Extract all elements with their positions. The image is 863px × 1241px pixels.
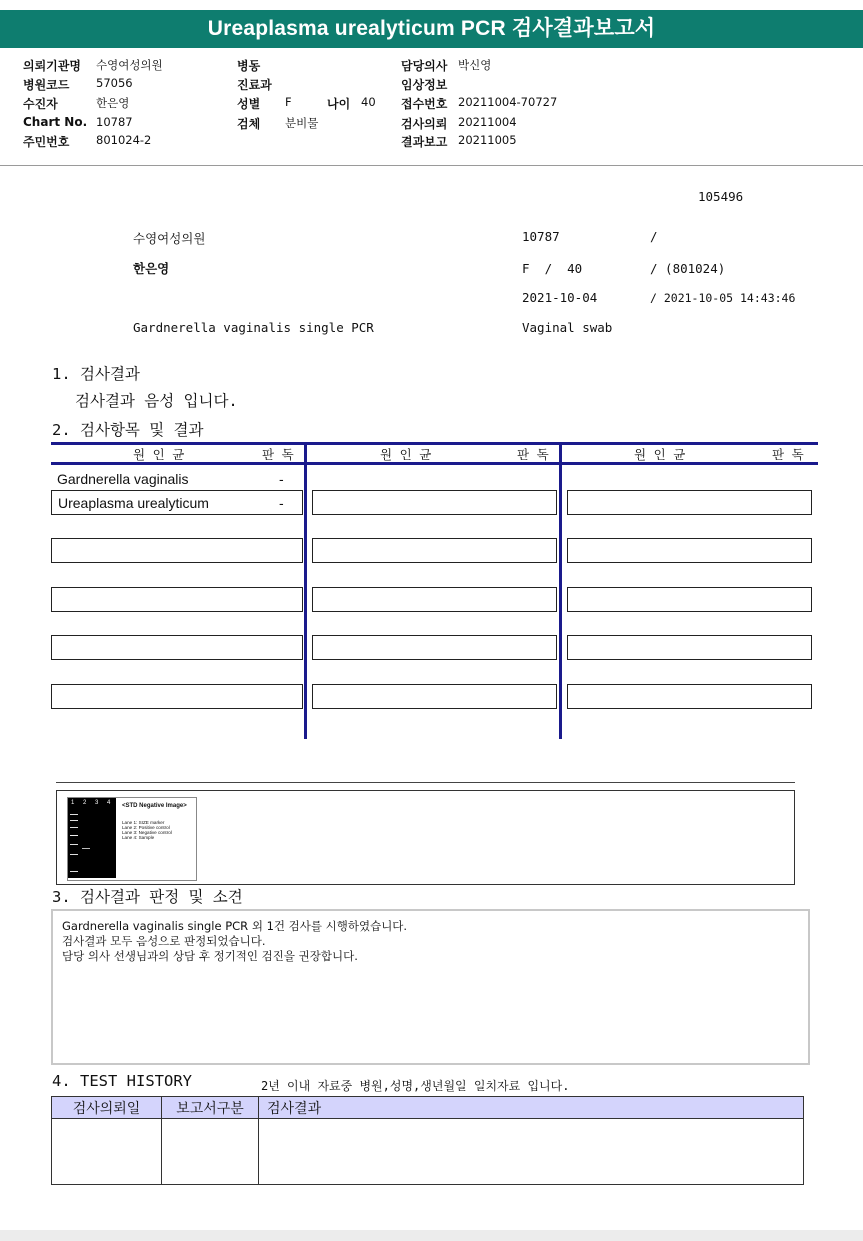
report-datetime: / 2021-10-05 14:43:46	[650, 291, 796, 305]
header-divider	[0, 165, 863, 166]
report-slash: /	[650, 229, 658, 244]
patient-label: 수진자	[23, 97, 58, 111]
col-pathogen-header: 원 인 균	[380, 447, 432, 462]
section4-note: 2년 이내 자료중 병원,성명,생년월일 일치자료 입니다.	[261, 1079, 570, 1093]
gel-caption: <STD Negative Image>	[122, 803, 187, 809]
chart-no-label: Chart No.	[23, 115, 88, 129]
history-table	[51, 1096, 804, 1185]
gel-lanes	[68, 798, 116, 878]
patient-value: 한은영	[96, 96, 130, 110]
clinic-label: 의뢰기관명	[23, 59, 81, 73]
lane-legend: Lane 1: SIZE marker	[122, 820, 165, 825]
findings-line: Gardnerella vaginalis single PCR 외 1건 검사를 시행하였습니다.	[62, 919, 408, 933]
section4-title: 4. TEST HISTORY	[52, 1072, 192, 1090]
section3-title: 3. 검사결과 판정 및 소견	[52, 888, 243, 906]
lane-legend: Lane 4: Sample	[122, 835, 155, 840]
pathogen-result: -	[279, 495, 284, 511]
sex-label: 성별	[237, 97, 261, 111]
result-cell	[312, 587, 557, 612]
positive-band	[82, 848, 90, 849]
history-col-type: 보고서구분	[162, 1097, 259, 1119]
gel-image-panel	[56, 790, 795, 885]
result-cell	[567, 635, 812, 660]
report-number: 105496	[698, 189, 744, 204]
table-divider-2	[559, 442, 562, 739]
page-footer	[0, 1230, 863, 1241]
report-clinic: 수영여성의원	[133, 231, 206, 246]
pathogen-name: Ureaplasma urealyticum	[58, 495, 209, 511]
lane-number: 3	[95, 800, 99, 806]
request-value: 20211004	[458, 115, 517, 129]
table-row	[52, 1119, 804, 1185]
col-result-header: 판 독	[772, 447, 804, 462]
result-cell	[312, 538, 557, 563]
report-birth: / (801024)	[650, 261, 726, 276]
report-patient-name: 한은영	[133, 261, 170, 276]
result-cell	[567, 490, 812, 515]
report-request-date: 2021-10-04	[522, 290, 598, 305]
report-title: Ureaplasma urealyticum PCR 검사결과보고서	[0, 10, 863, 48]
findings-line: 검사결과 모두 음성으로 판정되었습니다.	[62, 934, 266, 948]
pathogen-result: -	[279, 471, 284, 487]
col-pathogen-header: 원 인 균	[133, 447, 185, 462]
specimen-value: 분비물	[285, 116, 319, 130]
age-label: 나이	[327, 97, 351, 111]
pathogen-name: Gardnerella vaginalis	[57, 471, 189, 487]
report-chart-no: 10787	[522, 229, 560, 244]
marker-band	[70, 827, 78, 828]
resident-no-label: 주민번호	[23, 135, 70, 149]
marker-band	[70, 814, 78, 815]
section1-summary: 검사결과 음성 입니다.	[75, 392, 238, 410]
chart-no-value: 10787	[96, 115, 133, 129]
findings-box	[51, 909, 810, 1065]
dept-label: 진료과	[237, 78, 272, 92]
lane-number: 1	[71, 800, 75, 806]
specimen-label: 검체	[237, 117, 261, 131]
marker-band	[70, 835, 78, 836]
doctor-value: 박신영	[458, 58, 492, 72]
request-label: 검사의뢰	[401, 117, 448, 131]
doctor-label: 담당의사	[401, 59, 448, 73]
marker-band	[70, 871, 78, 872]
marker-band	[70, 854, 78, 855]
history-col-date: 검사의뢰일	[52, 1097, 162, 1119]
clinical-info-label: 임상정보	[401, 78, 448, 92]
marker-band	[70, 844, 78, 845]
result-cell	[51, 684, 303, 709]
receipt-no-label: 접수번호	[401, 97, 448, 111]
history-cell	[259, 1119, 804, 1185]
ward-label: 병동	[237, 59, 261, 73]
lane-legend: Lane 3: Negative control	[122, 830, 172, 835]
findings-line: 담당 의사 선생님과의 상담 후 정기적인 검진을 권장합니다.	[62, 949, 358, 963]
result-cell	[312, 490, 557, 515]
result-cell	[567, 684, 812, 709]
col-pathogen-header: 원 인 균	[634, 447, 686, 462]
age-value: 40	[361, 95, 376, 109]
marker-band	[70, 820, 78, 821]
report-sex-age: F / 40	[522, 261, 583, 276]
clinic-value: 수영여성의원	[96, 58, 163, 72]
result-cell	[312, 635, 557, 660]
report-test-name: Gardnerella vaginalis single PCR	[133, 320, 374, 335]
report-specimen: Vaginal swab	[522, 320, 613, 335]
receipt-no-value: 20211004-70727	[458, 95, 558, 109]
lane-number: 4	[107, 800, 111, 806]
sex-value: F	[285, 95, 292, 109]
result-cell	[51, 587, 303, 612]
table-divider-1	[304, 442, 307, 739]
report-label: 결과보고	[401, 135, 448, 149]
history-cell	[52, 1119, 162, 1185]
col-result-header: 판 독	[262, 447, 294, 462]
report-value: 20211005	[458, 133, 517, 147]
image-top-rule	[56, 782, 795, 783]
col-result-header: 판 독	[517, 447, 549, 462]
result-cell	[312, 684, 557, 709]
result-cell	[51, 635, 303, 660]
result-cell	[567, 538, 812, 563]
section1-title: 1. 검사결과	[52, 365, 140, 383]
gel-image	[67, 797, 197, 881]
hospital-code-value: 57056	[96, 76, 133, 90]
lane-number: 2	[83, 800, 87, 806]
history-cell	[162, 1119, 259, 1185]
hospital-code-label: 병원코드	[23, 78, 70, 92]
result-cell	[51, 538, 303, 563]
lane-legend: Lane 2: Positive control	[122, 825, 170, 830]
history-col-result: 검사결과	[259, 1097, 804, 1119]
section2-title: 2. 검사항목 및 결과	[52, 421, 204, 439]
result-cell	[567, 587, 812, 612]
resident-no-value: 801024-2	[96, 133, 152, 147]
